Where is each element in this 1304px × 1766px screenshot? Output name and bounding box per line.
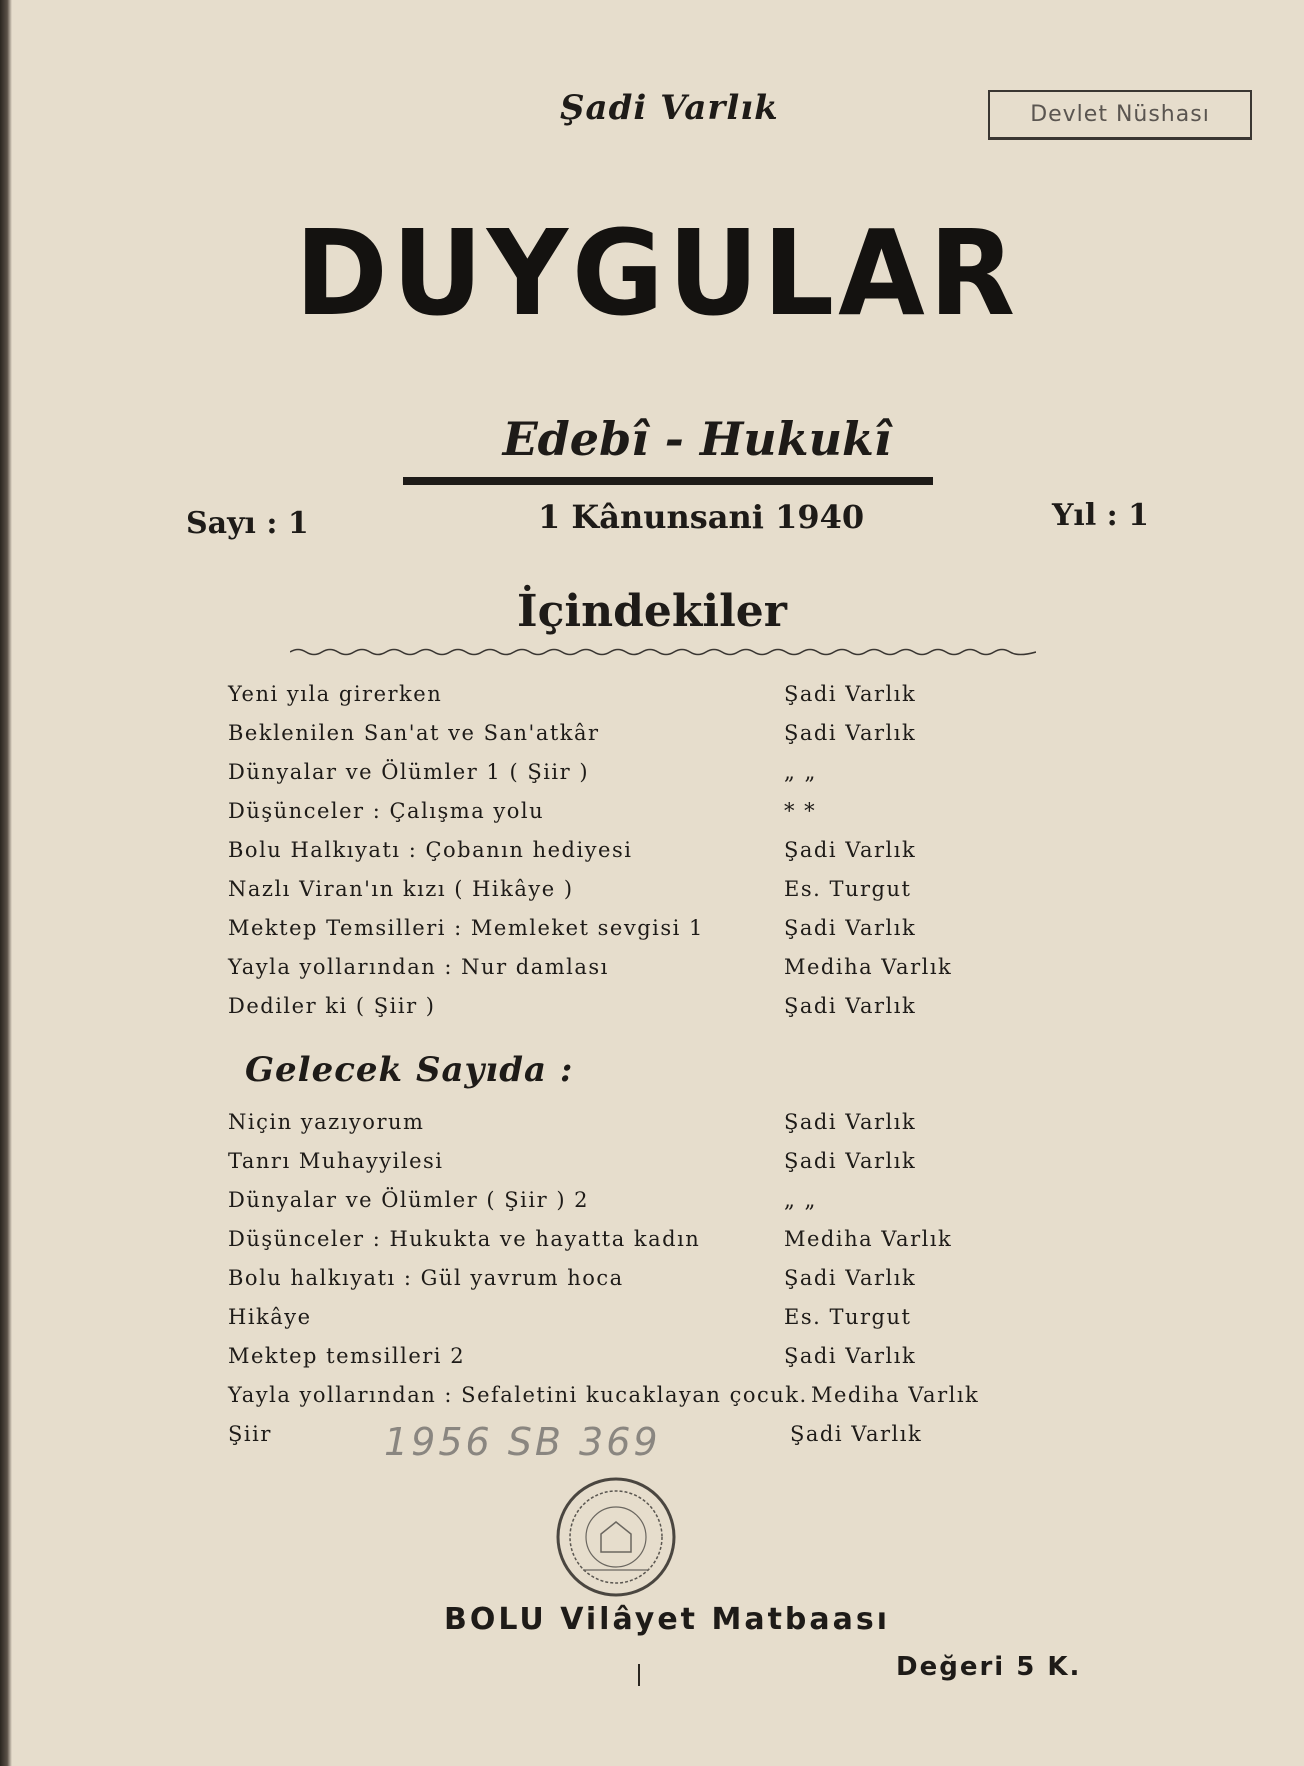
contents-item-title: Nazlı Viran'ın kızı ( Hikâye ) (228, 877, 574, 901)
masthead-title (0, 205, 1304, 343)
list-item (228, 1422, 1128, 1461)
contents-item-author: Şadi Varlık (784, 682, 917, 706)
next-item-author: Es. Turgut (784, 1305, 912, 1329)
next-item-title: Hikâye (228, 1305, 312, 1329)
list-item (228, 721, 1128, 760)
contents-item-title: Beklenilen San'at ve San'atkâr (228, 721, 600, 745)
next-issue-list (228, 1110, 1128, 1461)
contents-item-author: Şadi Varlık (784, 721, 917, 745)
list-item (228, 1305, 1128, 1344)
next-item-author: Şadi Varlık (790, 1422, 923, 1446)
page-mark (638, 1664, 640, 1686)
list-item (228, 838, 1128, 877)
next-item-author: „ „ (784, 1188, 817, 1212)
next-item-title: Tanrı Muhayyilesi (228, 1149, 444, 1173)
library-seal-icon (553, 1474, 679, 1600)
header-author: Şadi Varlık (560, 88, 779, 128)
next-item-author: Mediha Varlık (811, 1383, 980, 1407)
next-item-author: Şadi Varlık (784, 1110, 917, 1134)
next-item-author: Şadi Varlık (784, 1266, 917, 1290)
list-item (228, 994, 1128, 1033)
list-item (228, 1227, 1128, 1266)
list-item (228, 1149, 1128, 1188)
handwritten-catalog-note: 1956 SB 369 (384, 1420, 661, 1464)
list-item (228, 760, 1128, 799)
list-item (228, 877, 1128, 916)
list-item (228, 682, 1128, 721)
list-item (228, 1188, 1128, 1227)
list-item (228, 799, 1128, 838)
contents-item-title: Dünyalar ve Ölümler 1 ( Şiir ) (228, 760, 590, 784)
issue-date: 1 Kânunsani 1940 (538, 498, 865, 536)
next-item-author: Şadi Varlık (784, 1344, 917, 1368)
list-item (228, 1110, 1128, 1149)
masthead-subtitle: Edebî - Hukukî (502, 412, 892, 466)
printer-name: BOLU Vilâyet Matbaası (443, 1602, 891, 1637)
contents-item-title: Düşünceler : Çalışma yolu (228, 799, 545, 823)
list-item (228, 1383, 1128, 1422)
decorative-wavy-rule (290, 646, 1036, 658)
state-copy-stamp: Devlet Nüshası (988, 90, 1252, 140)
title-rule (403, 477, 933, 485)
next-item-author: Mediha Varlık (784, 1227, 953, 1251)
next-item-title: Niçin yazıyorum (228, 1110, 425, 1134)
list-item (228, 916, 1128, 955)
next-item-title: Bolu halkıyatı : Gül yavrum hoca (228, 1266, 624, 1290)
issue-number: Sayı : 1 (186, 506, 309, 541)
next-item-title: Düşünceler : Hukukta ve hayatta kadın (228, 1227, 701, 1251)
contents-heading: İçindekiler (517, 586, 787, 637)
contents-list (228, 682, 1128, 1033)
contents-item-author: Şadi Varlık (784, 838, 917, 862)
next-item-title: Dünyalar ve Ölümler ( Şiir ) 2 (228, 1188, 590, 1212)
list-item (228, 955, 1128, 994)
contents-item-author: Şadi Varlık (784, 994, 917, 1018)
list-item (228, 1266, 1128, 1305)
next-item-title: Şiir (228, 1422, 272, 1446)
contents-item-title: Mektep Temsilleri : Memleket sevgisi 1 (228, 916, 704, 940)
price-label: Değeri 5 K. (896, 1652, 1082, 1682)
next-issue-heading: Gelecek Sayıda : (245, 1050, 574, 1090)
masthead-title-text: DUYGULAR (294, 205, 1020, 343)
contents-item-author: Es. Turgut (784, 877, 912, 901)
contents-item-title: Dediler ki ( Şiir ) (228, 994, 436, 1018)
contents-item-author: „ „ (784, 760, 817, 784)
contents-item-author: Mediha Varlık (784, 955, 953, 979)
issue-year: Yıl : 1 (1052, 498, 1150, 533)
next-item-title: Yayla yollarından : Sefaletini kucaklayan çocuk. (228, 1383, 808, 1407)
next-item-author: Şadi Varlık (784, 1149, 917, 1173)
contents-item-author: * * (784, 799, 817, 823)
contents-item-author: Şadi Varlık (784, 916, 917, 940)
contents-item-title: Yeni yıla girerken (228, 682, 443, 706)
contents-item-title: Bolu Halkıyatı : Çobanın hediyesi (228, 838, 633, 862)
contents-item-title: Yayla yollarından : Nur damlası (228, 955, 609, 979)
next-item-title: Mektep temsilleri 2 (228, 1344, 466, 1368)
list-item (228, 1344, 1128, 1383)
